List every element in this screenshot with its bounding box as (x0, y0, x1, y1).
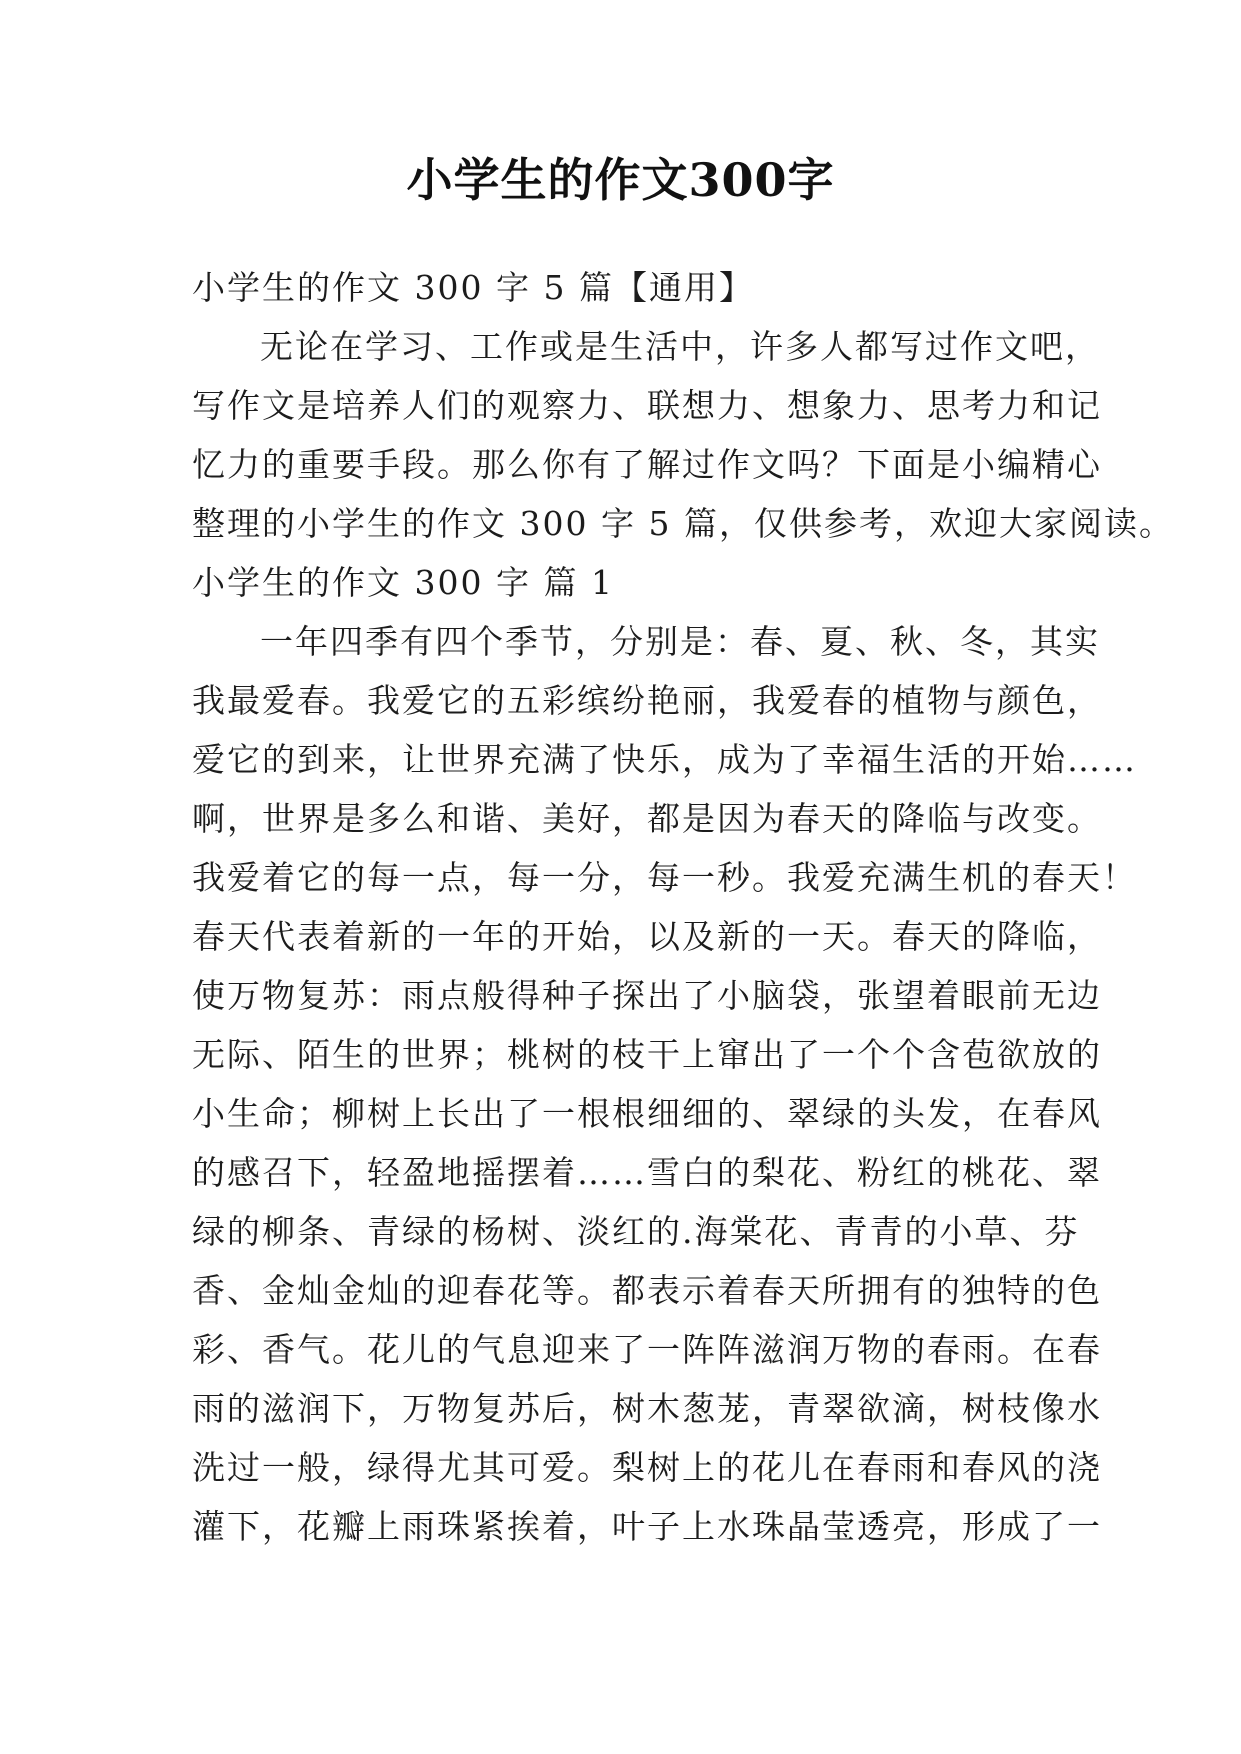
text-line: 春天代表着新的一年的开始，以及新的一天。春天的降临， (192, 917, 1102, 956)
text-line: 绿的柳条、青绿的杨树、淡红的.海棠花、青青的小草、芬 (192, 1212, 1080, 1251)
text-line: 雨的滋润下，万物复苏后，树木葱茏，青翠欲滴，树枝像水 (192, 1389, 1102, 1428)
text-line: 爱它的到来，让世界充满了快乐，成为了幸福生活的开始…… (192, 740, 1137, 779)
text-line: 使万物复苏：雨点般得种子探出了小脑袋，张望着眼前无边 (192, 976, 1102, 1015)
text-line: 的感召下，轻盈地摇摆着……雪白的梨花、粉红的桃花、翠 (192, 1153, 1102, 1192)
text-line: 小学生的作文 300 字 5 篇【通用】 (192, 268, 754, 307)
document-body (192, 258, 1174, 1556)
text-line: 整理的小学生的作文 300 字 5 篇，仅供参考，欢迎大家阅读。 (192, 504, 1174, 543)
text-line: 忆力的重要手段。那么你有了解过作文吗？下面是小编精心 (192, 445, 1102, 484)
text-line: 洗过一般，绿得尤其可爱。梨树上的花儿在春雨和春风的浇 (192, 1448, 1102, 1487)
text-line: 我最爱春。我爱它的五彩缤纷艳丽，我爱春的植物与颜色， (192, 681, 1102, 720)
text-line: 灌下，花瓣上雨珠紧挨着，叶子上水珠晶莹透亮，形成了一 (192, 1507, 1102, 1546)
text-line: 无论在学习、工作或是生活中，许多人都写过作文吧， (260, 327, 1100, 366)
text-line: 彩、香气。花儿的气息迎来了一阵阵滋润万物的春雨。在春 (192, 1330, 1102, 1369)
text-line: 啊，世界是多么和谐、美好，都是因为春天的降临与改变。 (192, 799, 1102, 838)
text-line: 小学生的作文 300 字 篇 1 (192, 563, 614, 602)
text-line: 小生命；柳树上长出了一根根细细的、翠绿的头发，在春风 (192, 1094, 1102, 1133)
text-line: 无际、陌生的世界；桃树的枝干上窜出了一个个含苞欲放的 (192, 1035, 1102, 1074)
text-line: 写作文是培养人们的观察力、联想力、想象力、思考力和记 (192, 386, 1102, 425)
text-line: 香、金灿金灿的迎春花等。都表示着春天所拥有的独特的色 (192, 1271, 1102, 1310)
document-title: 小学生的作文300字 (406, 153, 835, 207)
text-line: 我爱着它的每一点，每一分，每一秒。我爱充满生机的春天！ (192, 858, 1137, 897)
text-line: 一年四季有四个季节，分别是：春、夏、秋、冬，其实 (260, 622, 1100, 661)
